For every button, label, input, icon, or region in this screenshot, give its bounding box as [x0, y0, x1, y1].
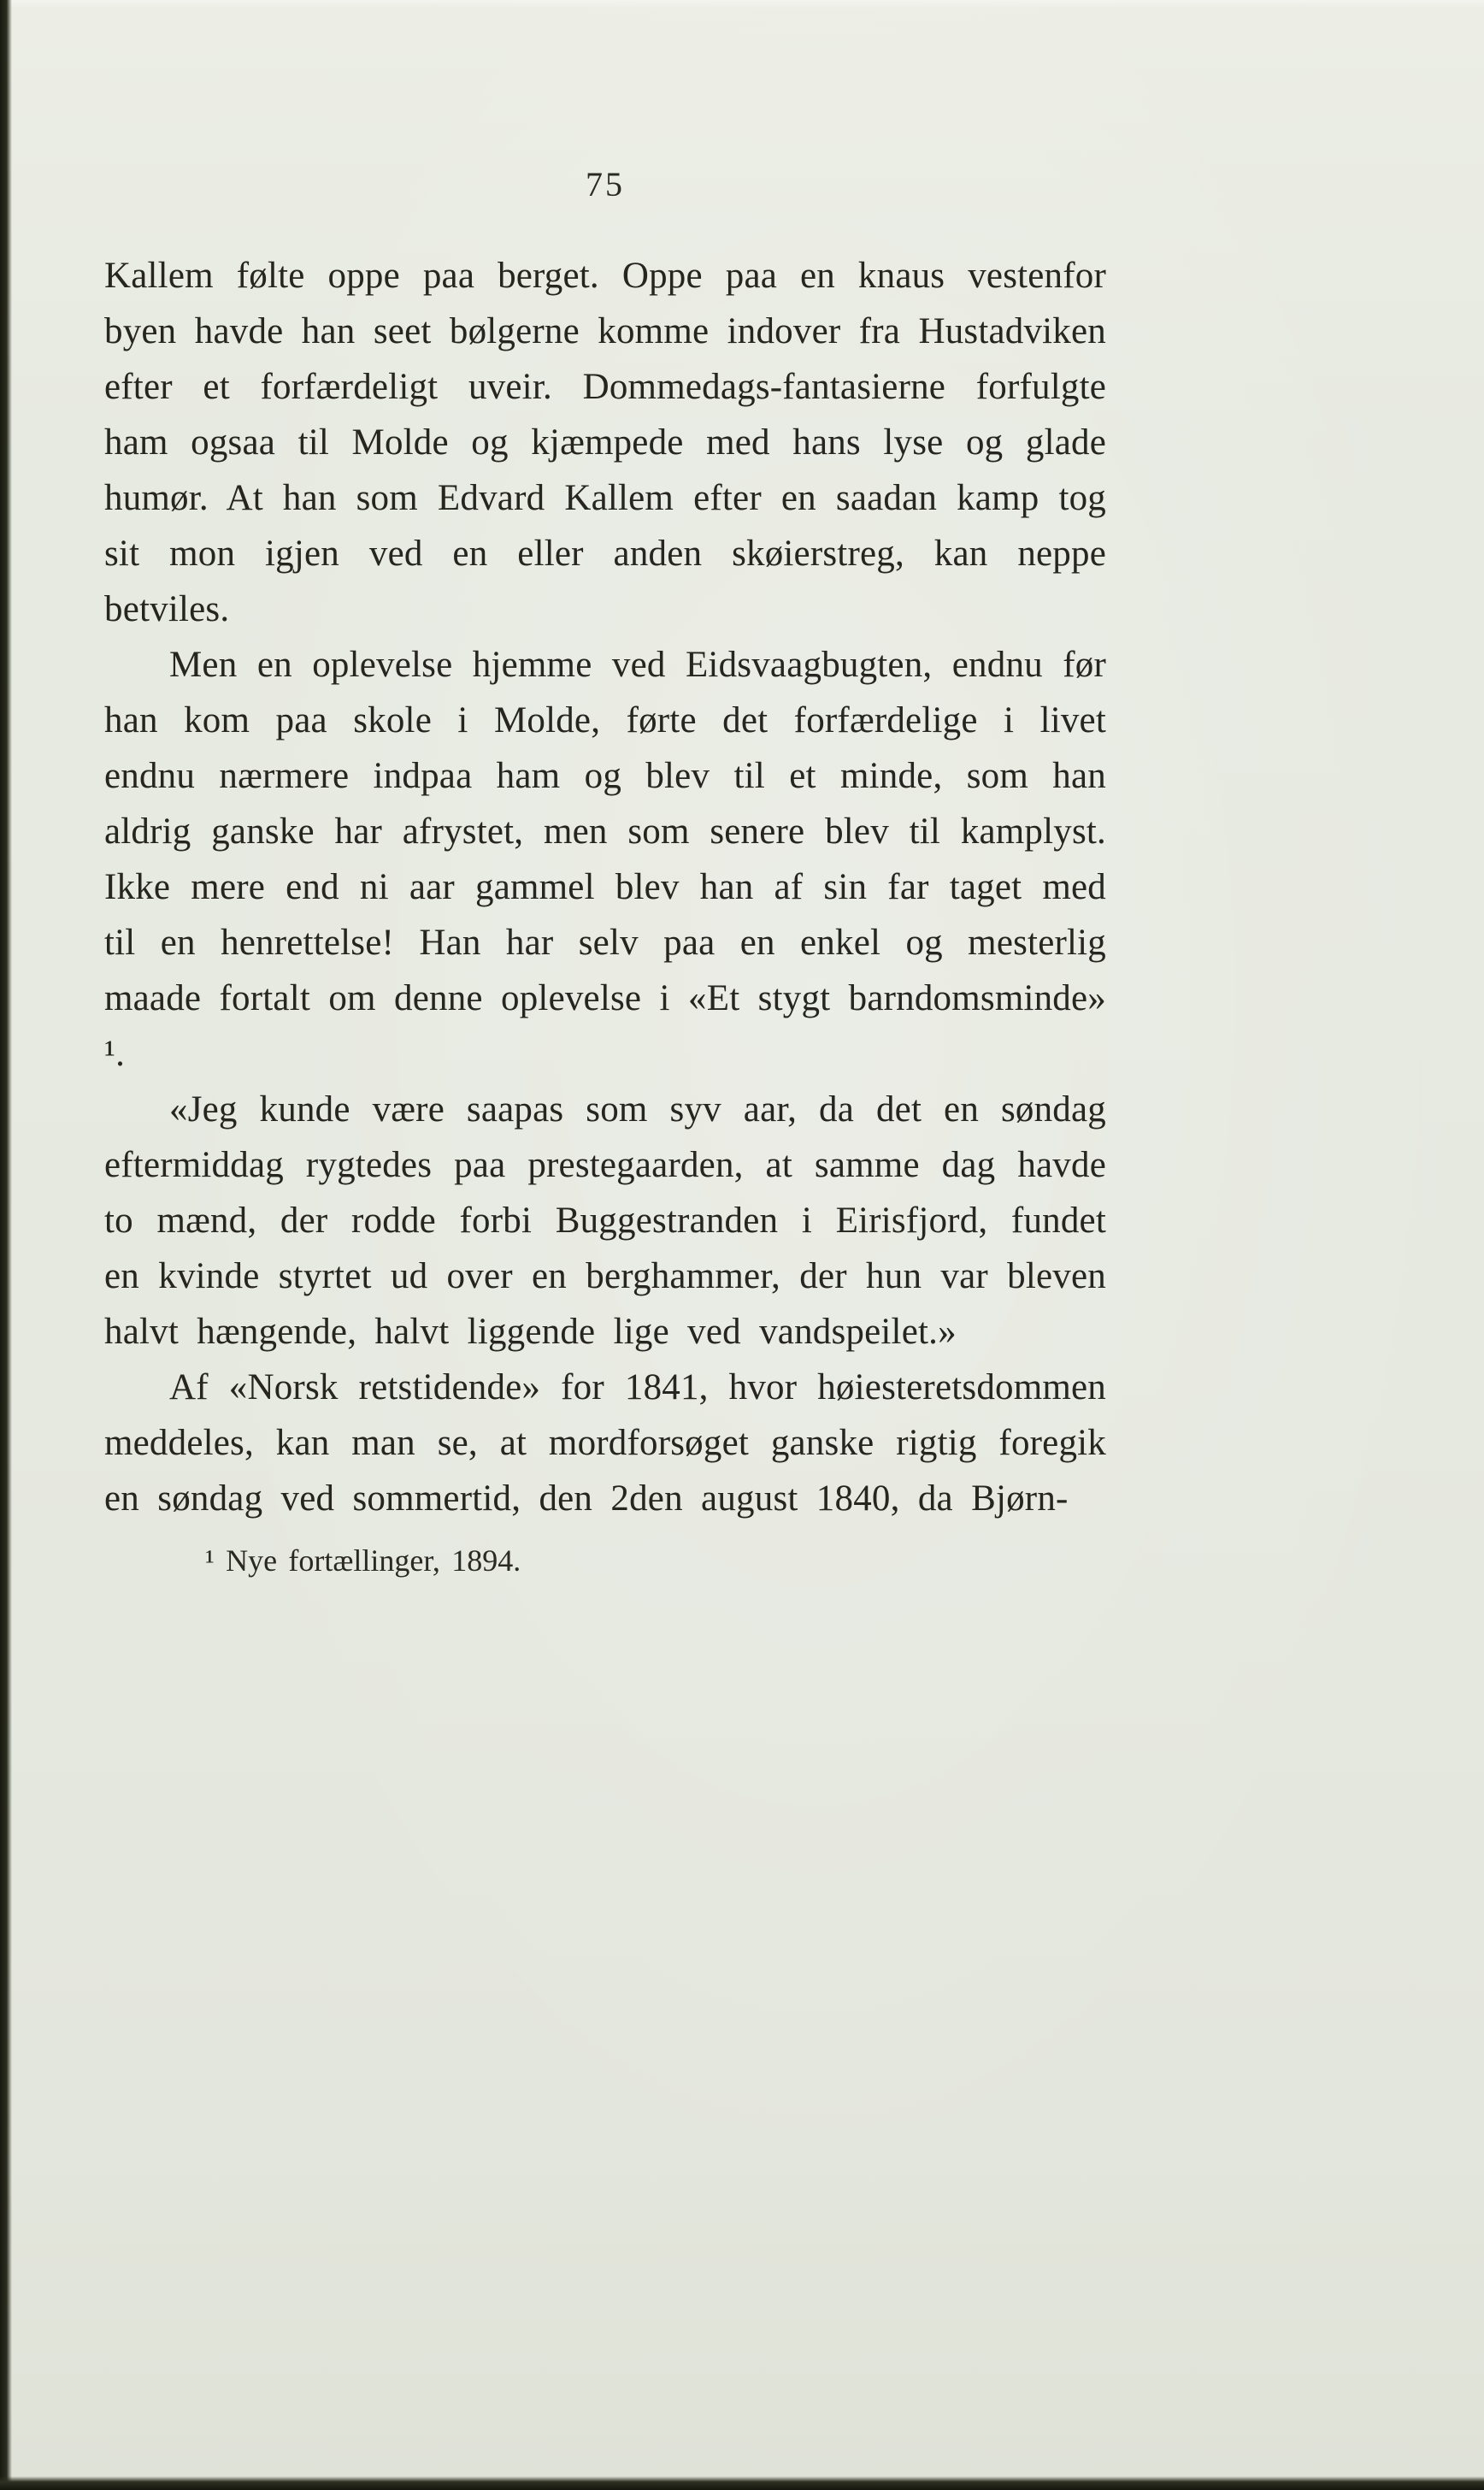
paragraph: Kallem følte oppe paa berget. Oppe paa en knaus vestenfor byen havde han seet bølgerne komme indover fra Hustadviken efter et forfærdeligt uveir. Dommedags-fantasierne forfulgte ham ogsaa til Molde og kjæmpede med hans lyse og glade humør. At han som Edvard Kallem efter en saadan kamp tog sit mon igjen ved en eller anden skøierstreg, kan neppe betviles. — [104, 256, 1106, 629]
page-edge-bottom — [0, 2476, 1484, 2490]
paragraph: Af «Norsk retstidende» for 1841, hvor høiesteretsdommen meddeles, kan man se, at mordforsøget ganske rigtig foregik en søndag ved sommertid, den 2den august 1840, da Bjørn- — [104, 1367, 1106, 1519]
page-content — [104, 165, 1106, 1581]
footnote: ¹ Nye fortællinger, 1894. — [205, 1543, 521, 1578]
paragraph: «Jeg kunde være saapas som syv aar, da det en søndag eftermiddag rygtedes paa prestegaarden, at samme dag havde to mænd, der rodde forbi Buggestranden i Eirisfjord, fundet en kvinde styrtet ud over en berghammer, der hun var bleven halvt hængende, halvt liggende lige ved vandspeilet.» — [104, 1089, 1106, 1352]
page-edge-top — [0, 0, 1484, 9]
paragraph: Men en oplevelse hjemme ved Eidsvaagbugten, endnu før han kom paa skole i Molde, førte det forfærdelige i livet endnu nærmere indpaa ham og blev til et minde, som han aldrig ganske har afrystet, men som senere blev til kamplyst. Ikke mere end ni aar gammel blev han af sin far taget med til en henrettelse! Han har selv paa en enkel og mesterlig maade fortalt om denne oplevelse i «Et stygt barndomsminde» ¹. — [104, 645, 1106, 1074]
page-number: 75 — [586, 165, 625, 204]
page-edge-left — [0, 0, 12, 2490]
